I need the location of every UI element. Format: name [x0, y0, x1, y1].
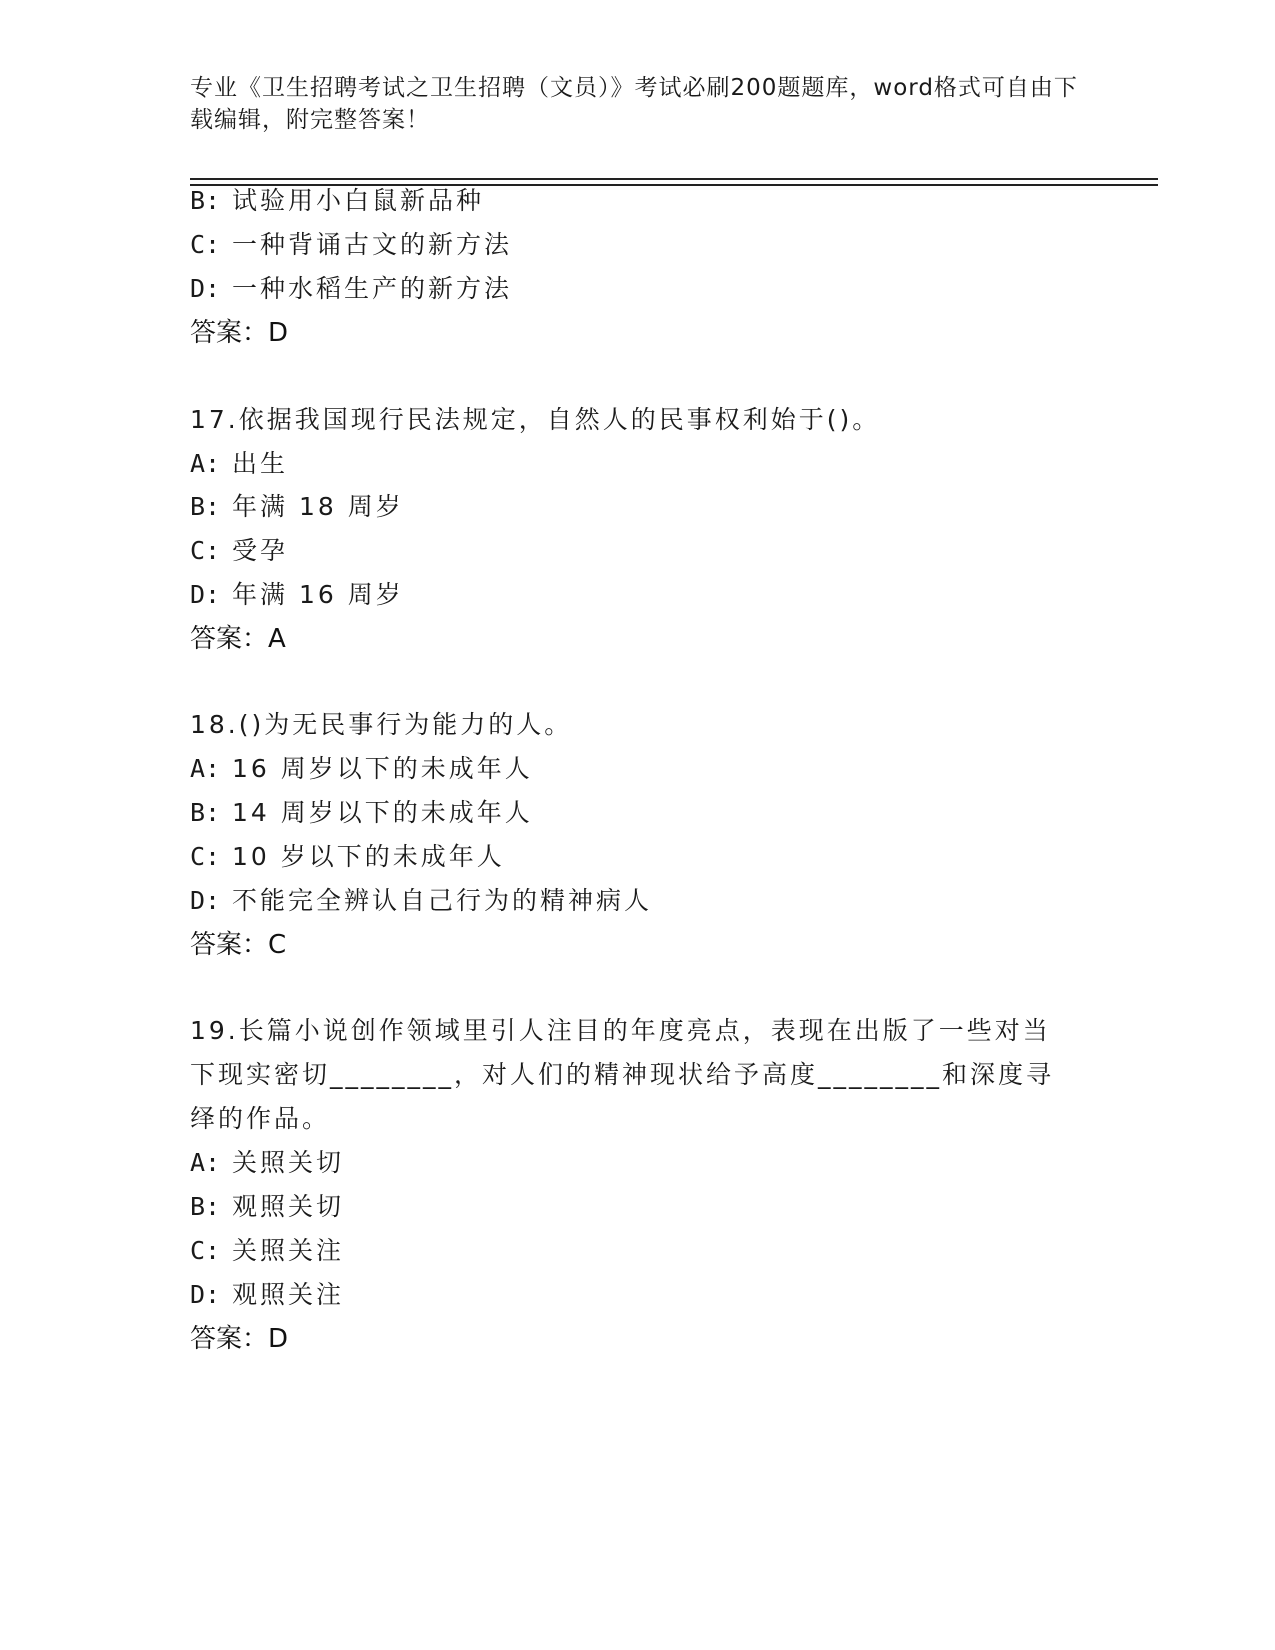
q18-answer: 答案：C	[190, 930, 287, 960]
q16-option-b	[190, 184, 484, 218]
q17-option-c	[190, 534, 288, 568]
q19-stem-line-3: 绎的作品。	[190, 1104, 331, 1133]
q16-answer: 答案：D	[190, 318, 289, 348]
option-key: C:	[190, 230, 221, 259]
option-key: B:	[190, 1192, 221, 1221]
option-text: 一种水稻生产的新方法	[232, 274, 513, 303]
q19-option-c	[190, 1234, 344, 1268]
option-text: 关照关注	[232, 1236, 345, 1265]
option-key: D:	[190, 274, 221, 303]
q19-option-a	[190, 1146, 344, 1180]
q18-option-a	[190, 752, 533, 786]
q17-option-d	[190, 578, 404, 612]
option-key: B:	[190, 186, 221, 215]
option-text: 14 周岁以下的未成年人	[232, 798, 533, 827]
option-key: D:	[190, 1280, 221, 1309]
q16-option-c	[190, 228, 512, 262]
option-text: 受孕	[232, 536, 289, 565]
option-text: 10 岁以下的未成年人	[232, 842, 505, 871]
option-text: 年满 18 周岁	[232, 492, 404, 521]
option-text: 一种背诵古文的新方法	[232, 230, 513, 259]
option-key: C:	[190, 842, 221, 871]
q17-option-a	[190, 447, 288, 481]
option-key: A:	[190, 754, 221, 783]
q19-answer: 答案：D	[190, 1324, 289, 1354]
document-header: 专业《卫生招聘考试之卫生招聘（文员）》考试必刷200题题库，word格式可自由下载编辑，附完整答案！	[190, 75, 1078, 133]
option-text: 出生	[232, 449, 289, 478]
q19-stem-line-1: 19.长篇小说创作领域里引人注目的年度亮点，表现在出版了一些对当	[190, 1016, 1051, 1045]
option-key: D:	[190, 580, 221, 609]
option-text: 不能完全辨认自己行为的精神病人	[232, 886, 653, 915]
q19-stem-line-2: 下现实密切________，对人们的精神现状给予高度________和深度寻	[190, 1060, 1055, 1089]
q18-option-c	[190, 840, 505, 874]
q19-option-b	[190, 1190, 344, 1224]
option-key: A:	[190, 449, 221, 478]
option-key: D:	[190, 886, 221, 915]
option-text: 观照关切	[232, 1192, 345, 1221]
option-text: 关照关切	[232, 1148, 345, 1177]
q18-option-b	[190, 796, 533, 830]
option-key: B:	[190, 798, 221, 827]
q18-stem: 18.()为无民事行为能力的人。	[190, 710, 573, 739]
option-text: 年满 16 周岁	[232, 580, 404, 609]
q16-option-d	[190, 272, 512, 306]
header-divider-top	[190, 178, 1158, 180]
q17-answer: 答案：A	[190, 624, 286, 654]
option-key: C:	[190, 536, 221, 565]
option-key: C:	[190, 1236, 221, 1265]
option-key: B:	[190, 492, 221, 521]
q17-option-b	[190, 490, 404, 524]
option-key: A:	[190, 1148, 221, 1177]
q17-stem: 17.依据我国现行民法规定，自然人的民事权利始于()。	[190, 405, 881, 434]
option-text: 观照关注	[232, 1280, 345, 1309]
q18-option-d	[190, 884, 652, 918]
q19-option-d	[190, 1278, 344, 1312]
option-text: 试验用小白鼠新品种	[232, 186, 485, 215]
option-text: 16 周岁以下的未成年人	[232, 754, 533, 783]
